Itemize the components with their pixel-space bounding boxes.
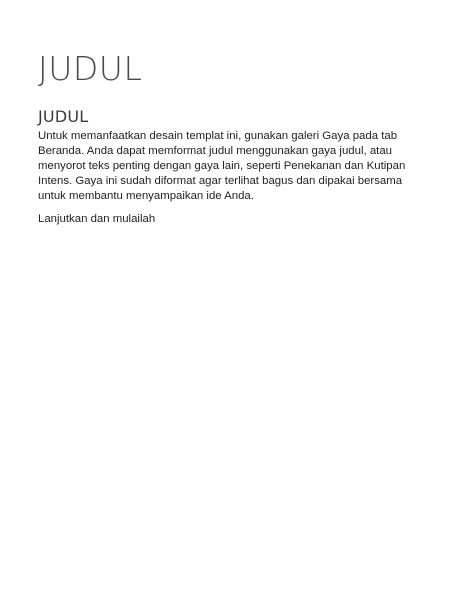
document-body — [38, 50, 428, 227]
body-paragraph[interactable]: Untuk memanfaatkan desain templat ini, gunakan galeri Gaya pada tab Beranda. Anda dapat memformat judul menggunakan gaya judul, atau menyorot teks penting dengan gaya lain, seperti Penekanan dan Kutipan Intens. Gaya ini sudah diformat agar terlihat bagus dan dipakai bersama untuk membantu menyampaikan ide Anda. — [38, 130, 406, 202]
document-title[interactable]: JUDUL — [38, 49, 143, 88]
document-heading[interactable]: JUDUL — [38, 107, 89, 126]
body-paragraph[interactable]: Lanjutkan dan mulailah — [38, 213, 156, 225]
